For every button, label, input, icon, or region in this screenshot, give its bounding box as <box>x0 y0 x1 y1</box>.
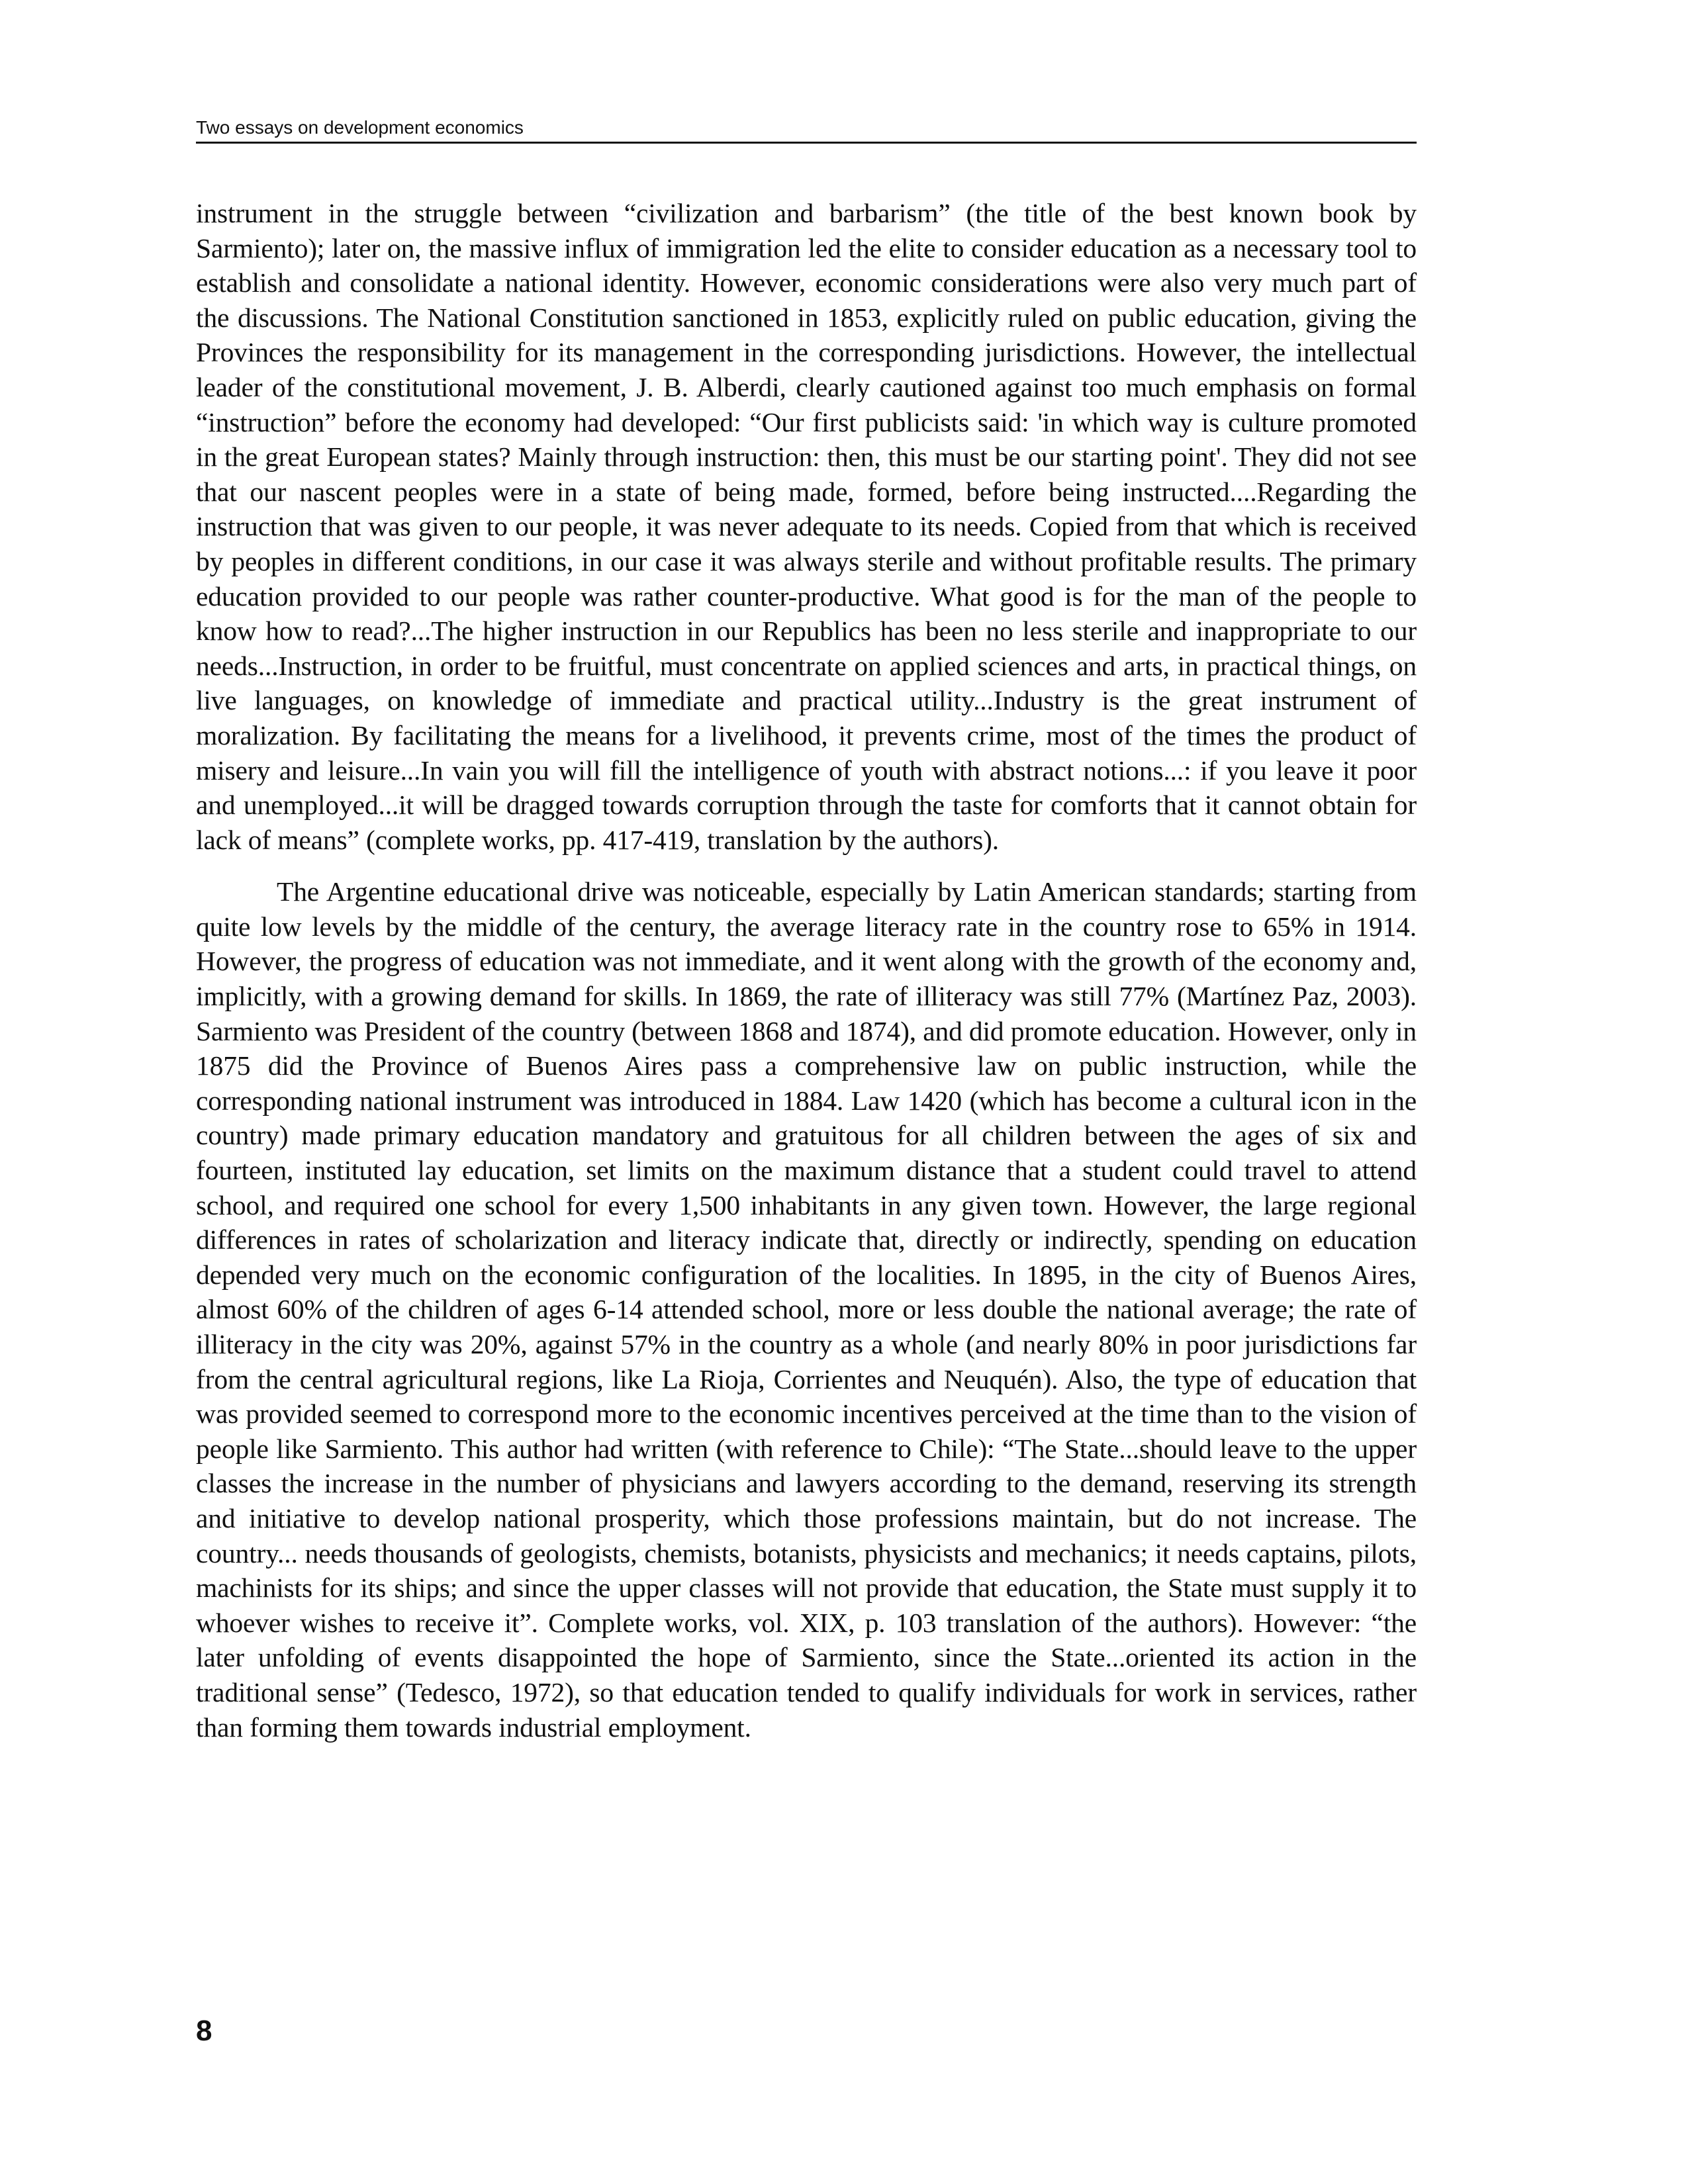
header-rule <box>196 142 1417 144</box>
page-number: 8 <box>196 2015 212 2047</box>
paragraph-education-drive: The Argentine educational drive was noticeable, especially by Latin American standards; starting from quite low levels by the middle of the century, the average literacy rate in the country rose to 65% in 1914. However, the progress of education was not immediate, and it went along with the growth of the economy and, implicitly, with a growing demand for skills. In 1869, the rate of illiteracy was still 77% (Martínez Paz, 2003). Sarmiento was President of the country (between 1868 and 1874), and did promote education. However, only in 1875 did the Province of Buenos Aires pass a comprehensive law on public instruction, while the corresponding national instrument was introduced in 1884. Law 1420 (which has become a cultural icon in the country) made primary education mandatory and gratuitous for all children between the ages of six and fourteen, instituted lay education, set limits on the maximum distance that a student could travel to attend school, and required one school for every 1,500 inhabitants in any given town. However, the large regional differences in rates of scholarization and literacy indicate that, directly or indirectly, spending on education depended very much on the economic configuration of the localities. In 1895, in the city of Buenos Aires, almost 60% of the children of ages 6-14 attended school, more or less double the national average; the rate of illiteracy in the city was 20%, against 57% in the country as a whole (and nearly 80% in poor jurisdictions far from the central agricultural regions, like La Rioja, Corrientes and Neuquén). Also, the type of education that was provided seemed to correspond more to the economic incentives perceived at the time than to the vision of people like Sarmiento. This author had written (with reference to Chile): “The State...should leave to the upper classes the increase in the number of physicians and lawyers according to the demand, reserving its strength and initiative to develop national prosperity, which those professions maintain, but do not increase. The country... needs thousands of geologists, chemists, botanists, physicists and mechanics; it needs captains, pilots, machinists for its ships; and since the upper classes will not provide that education, the State must supply it to whoever wishes to receive it”. Complete works, vol. XIX, p. 103 translation of the authors). However: “the later unfolding of events disappointed the hope of Sarmiento, since the State...oriented its action in the traditional sense” (Tedesco, 1972), so that education tended to qualify individuals for work in services, rather than forming them towards industrial employment. <box>196 876 1417 1743</box>
paragraph-continued: instrument in the struggle between “civilization and barbarism” (the title of the best known book by Sarmiento); later on, the massive influx of immigration led the elite to consider education as a necessary tool to establish and consolidate a national identity. However, economic considerations were also very much part of the discussions. The National Constitution sanctioned in 1853, explicitly ruled on public education, giving the Provinces the responsibility for its management in the corresponding jurisdictions. However, the intellectual leader of the constitutional movement, J. B. Alberdi, clearly cautioned against too much emphasis on formal “instruction” before the economy had developed: “Our first publicists said: 'in which way is culture promoted in the great European states? Mainly through instruction: then, this must be our starting point'. They did not see that our nascent peoples were in a state of being made, formed, before being instructed....Regarding the instruction that was given to our people, it was never adequate to its needs. Copied from that which is received by peoples in different conditions, in our case it was always sterile and without profitable results. The primary education provided to our people was rather counter-productive. What good is for the man of the people to know how to read?...The higher instruction in our Republics has been no less sterile and inappropriate to our needs...Instruction, in order to be fruitful, must concentrate on applied sciences and arts, in practical things, on live languages, on knowledge of immediate and practical utility...Industry is the great instrument of moralization. By facilitating the means for a livelihood, it prevents crime, most of the times the product of misery and leisure...In vain you will fill the intelligence of youth with abstract notions...: if you leave it poor and unemployed...it will be dragged towards corruption through the taste for comforts that it cannot obtain for lack of means” (complete works, pp. 417-419, translation by the authors). <box>196 198 1417 855</box>
running-header: Two essays on development economics <box>196 117 524 138</box>
body-text <box>196 196 1417 1745</box>
